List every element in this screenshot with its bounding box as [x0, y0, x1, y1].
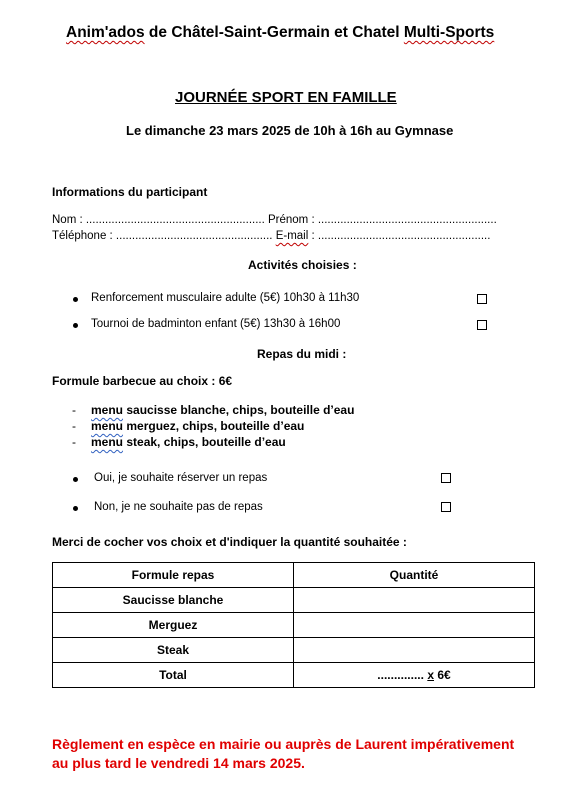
email-label: E-mail: [275, 230, 309, 242]
menu-item-2: [91, 419, 304, 433]
row-label: Merguez: [53, 613, 294, 638]
menu-dash: -: [72, 419, 76, 433]
total-dots: ..............: [377, 668, 428, 682]
org-name-part2: de Châtel-Saint-Germain et Chatel: [144, 24, 404, 41]
event-subtitle: Le dimanche 23 mars 2025 de 10h à 16h au Gymnase: [126, 123, 454, 138]
header-quantity: Quantité: [294, 563, 535, 588]
table-instruction: Merci de cocher vos choix et d'indiquer la quantité souhaitée :: [52, 535, 407, 549]
organization-header: [66, 24, 494, 42]
meal-no-checkbox[interactable]: [441, 502, 451, 512]
total-multiplier: x: [427, 668, 434, 682]
total-cell[interactable]: [294, 663, 535, 688]
bullet-icon: [73, 506, 78, 511]
menu-item-2-text: merguez, chips, bouteille d’eau: [123, 419, 305, 433]
email-dots: : ......................................................: [308, 230, 491, 242]
row-label-total: Total: [53, 663, 294, 688]
lunch-heading: Repas du midi :: [257, 347, 347, 361]
quantity-cell[interactable]: [294, 613, 535, 638]
row-label: Steak: [53, 638, 294, 663]
menu-item-1: [91, 403, 354, 417]
activity-checkbox-1[interactable]: [477, 294, 487, 304]
menu-item-3-text: steak, chips, bouteille d’eau: [123, 435, 286, 449]
menu-word: menu: [91, 435, 124, 449]
menu-item-3: [91, 435, 286, 449]
name-line: Nom : ........................................................ Prénom : ........................................................: [52, 214, 497, 226]
activities-heading: Activités choisies :: [248, 258, 357, 272]
payment-notice-line2: au plus tard le vendredi 14 mars 2025.: [52, 755, 305, 771]
meal-yes-checkbox[interactable]: [441, 473, 451, 483]
bullet-icon: [73, 323, 78, 328]
phone-email-line: [52, 230, 490, 242]
bullet-icon: [73, 297, 78, 302]
total-price: 6€: [434, 668, 451, 682]
menu-dash: -: [72, 435, 76, 449]
formula-line: Formule barbecue au choix : 6€: [52, 374, 233, 388]
phone-label: Téléphone : .................................................: [52, 230, 276, 242]
meal-option-no: Non, je ne souhaite pas de repas: [94, 501, 263, 513]
activity-item-1: Renforcement musculaire adulte (5€) 10h30 à 11h30: [91, 292, 360, 304]
org-name-part1: Anim'ados: [66, 24, 145, 41]
row-label: Saucisse blanche: [53, 588, 294, 613]
table-row: [53, 588, 535, 613]
menu-item-1-text: saucisse blanche, chips, bouteille d’eau: [123, 403, 355, 417]
meal-table: [52, 562, 535, 688]
table-header-row: [53, 563, 535, 588]
table-row: [53, 638, 535, 663]
menu-word: menu: [91, 403, 124, 417]
activity-item-2: Tournoi de badminton enfant (5€) 13h30 à 16h00: [91, 318, 341, 330]
quantity-cell[interactable]: [294, 588, 535, 613]
bullet-icon: [73, 477, 78, 482]
activity-checkbox-2[interactable]: [477, 320, 487, 330]
header-formula: Formule repas: [53, 563, 294, 588]
document-title: JOURNÉE SPORT EN FAMILLE: [175, 89, 397, 106]
payment-notice-line1: Règlement en espèce en mairie ou auprès de Laurent impérativement: [52, 736, 515, 752]
quantity-cell[interactable]: [294, 638, 535, 663]
table-total-row: [53, 663, 535, 688]
menu-dash: -: [72, 403, 76, 417]
participant-heading: Informations du participant: [52, 185, 208, 199]
org-name-part3: Multi-Sports: [403, 24, 495, 41]
meal-option-yes: Oui, je souhaite réserver un repas: [94, 472, 268, 484]
menu-word: menu: [91, 419, 124, 433]
table-row: [53, 613, 535, 638]
